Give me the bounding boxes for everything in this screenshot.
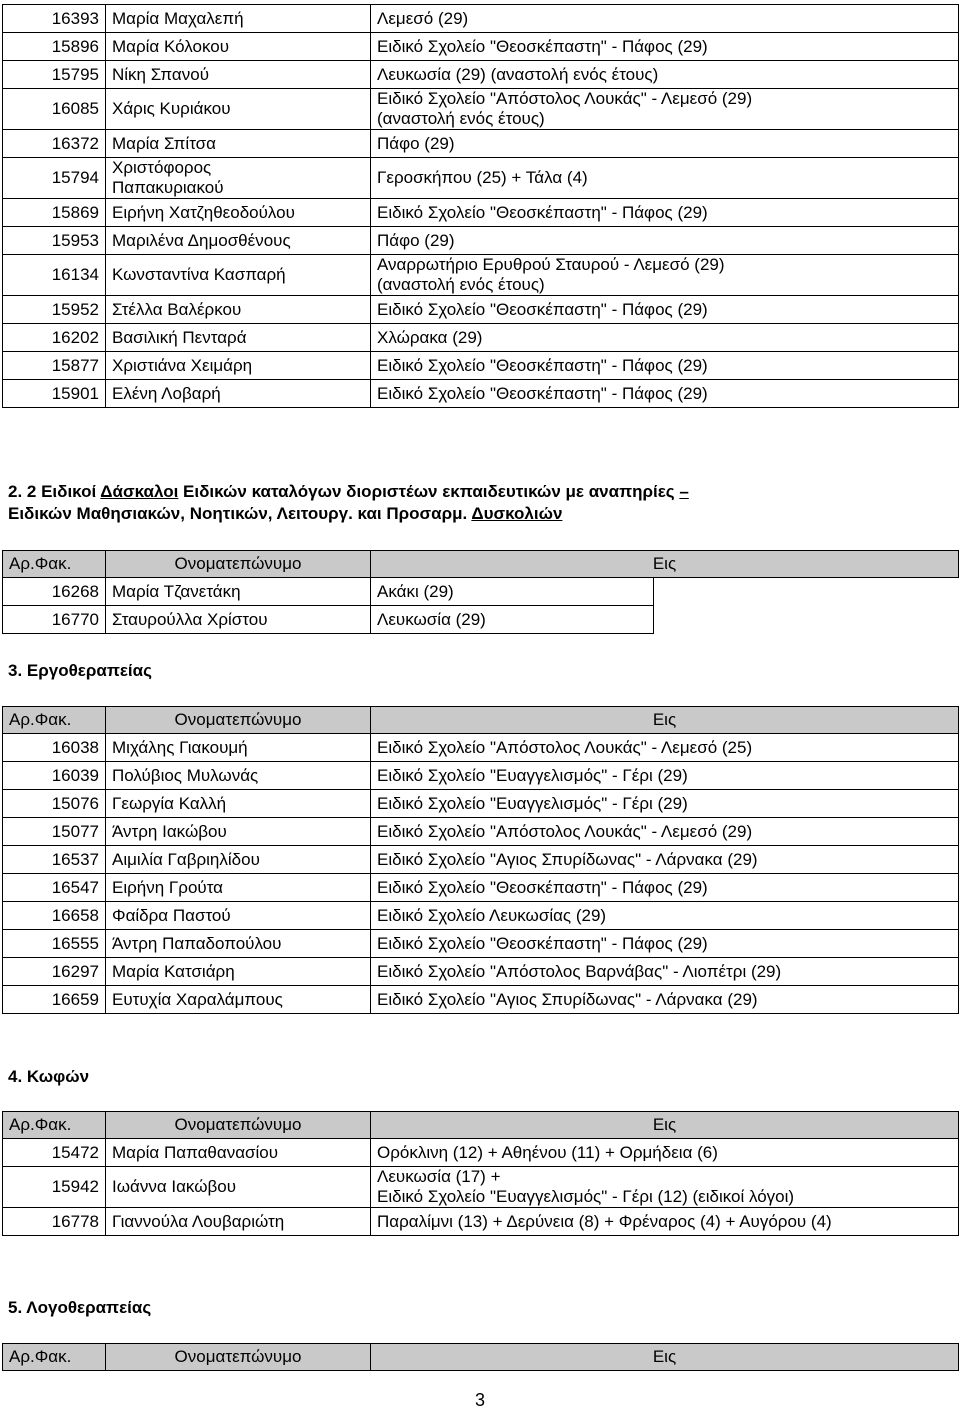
file-number-cell	[3, 1167, 106, 1208]
table-row	[3, 324, 959, 352]
placement-cell	[371, 846, 959, 874]
table-row	[3, 874, 959, 902]
full-name-cell	[106, 227, 371, 255]
full-name-cell	[106, 846, 371, 874]
full-name-cell	[106, 352, 371, 380]
placement-cell	[371, 255, 959, 296]
header-file-number: Αρ.Φακ.	[3, 551, 106, 578]
full-name-cell	[106, 734, 371, 762]
full-name-cell	[106, 61, 371, 89]
table-row	[3, 352, 959, 380]
full-name-cell	[106, 5, 371, 33]
file-number-cell	[3, 352, 106, 380]
file-number: 16547	[51, 877, 99, 897]
file-number: 16085	[51, 99, 99, 118]
file-number-cell	[3, 846, 106, 874]
placement: Ειδικό Σχολείο "Ευαγγελισμός" - Γέρι (29)	[377, 765, 688, 785]
placement: Ειδικό Σχολείο "Θεοσκέπαστη" - Πάφος (29)	[377, 383, 708, 403]
file-number: 15953	[51, 230, 99, 250]
placement: Ειδικό Σχολείο "Θεοσκέπαστη" - Πάφος (29)	[377, 202, 708, 222]
placement: Ειδικό Σχολείο "Θεοσκέπαστη" - Πάφος (29)	[377, 877, 708, 897]
placement-cell	[371, 1208, 959, 1236]
table-row	[3, 734, 959, 762]
table-row	[3, 61, 959, 89]
full-name: Μαρία Παπαθανασίου	[112, 1142, 279, 1162]
full-name: Νίκη Σπανού	[112, 64, 209, 84]
header-full-name: Ονοματεπώνυμο	[106, 551, 371, 578]
table-row	[3, 958, 959, 986]
full-name-cell	[106, 958, 371, 986]
full-name: Μαριλένα Δημοσθένους	[112, 230, 291, 250]
header-placement: Εις	[371, 551, 959, 578]
file-number: 16202	[51, 327, 99, 347]
full-name: Ευτυχία Χαραλάμπους	[112, 989, 283, 1009]
file-number-cell	[3, 324, 106, 352]
placement-cell	[371, 1139, 959, 1167]
file-number: 15952	[51, 299, 99, 319]
file-number-cell	[3, 734, 106, 762]
placement-cell	[371, 790, 959, 818]
file-number-cell	[3, 199, 106, 227]
placement-cell	[371, 130, 959, 158]
full-name: Ειρήνη Γρούτα	[112, 877, 224, 897]
placement-line-2: (αναστολή ενός έτους)	[377, 275, 545, 294]
placement: Ειδικό Σχολείο "Αγιος Σπυρίδωνας" - Λάρνακα (29)	[377, 849, 758, 869]
file-number: 15901	[51, 383, 99, 403]
header-file-number: Αρ.Φακ.	[3, 1112, 106, 1139]
full-name: Ελένη Λοβαρή	[112, 383, 221, 403]
file-number-cell	[3, 1139, 106, 1167]
section-2-title-e: Ειδικών Μαθησιακών, Νοητικών, Λειτουργ. και Προσαρμ.	[8, 504, 472, 523]
placement: Γεροσκήπου (25) + Τάλα (4)	[377, 168, 588, 187]
placement-cell	[371, 734, 959, 762]
file-number-cell	[3, 5, 106, 33]
file-number: 16372	[51, 133, 99, 153]
full-name: Μαρία Σπίτσα	[112, 133, 216, 153]
full-name-cell	[106, 986, 371, 1014]
full-name-cell	[106, 902, 371, 930]
file-number: 16537	[51, 849, 99, 869]
file-number-cell	[3, 874, 106, 902]
file-number-cell	[3, 986, 106, 1014]
full-name-cell	[106, 578, 371, 606]
file-number-cell	[3, 762, 106, 790]
section-2-title-f: Δυσκολιών	[471, 504, 563, 523]
full-name-cell	[106, 762, 371, 790]
file-number: 15877	[51, 355, 99, 375]
header-full-name: Ονοματεπώνυμο	[106, 1344, 371, 1371]
file-number-cell	[3, 89, 106, 130]
placement-cell	[371, 958, 959, 986]
full-name: Ειρήνη Χατζηθεοδούλου	[112, 202, 295, 222]
table-row	[3, 89, 959, 130]
placement: Ειδικό Σχολείο "Θεοσκέπαστη" - Πάφος (29)	[377, 355, 708, 375]
header-placement: Εις	[371, 1112, 959, 1139]
file-number: 16778	[51, 1211, 99, 1231]
table-row	[3, 790, 959, 818]
file-number: 15794	[51, 168, 99, 187]
full-name-cell	[106, 89, 371, 130]
full-name: Γεωργία Καλλή	[112, 793, 227, 813]
placement-cell	[371, 199, 959, 227]
file-number-cell	[3, 790, 106, 818]
full-name: Κωνσταντίνα Κασπαρή	[112, 265, 286, 284]
table-row	[3, 199, 959, 227]
full-name-cell	[106, 790, 371, 818]
full-name-cell	[106, 1139, 371, 1167]
file-number: 16555	[51, 933, 99, 953]
full-name: Μαρία Κόλοκου	[112, 36, 229, 56]
file-number-cell	[3, 61, 106, 89]
placement-cell	[371, 227, 959, 255]
placement: Ειδικό Σχολείο "Θεοσκέπαστη" - Πάφος (29)	[377, 299, 708, 319]
full-name-cell	[106, 130, 371, 158]
full-name: Χριστόφορος	[112, 158, 212, 177]
placement-line-2: Ειδικό Σχολείο "Ευαγγελισμός" - Γέρι (12) (ειδικοί λόγοι)	[377, 1187, 795, 1206]
full-name: Σταυρούλλα Χρίστου	[112, 609, 268, 629]
placement-cell	[371, 33, 959, 61]
file-number-cell	[3, 296, 106, 324]
full-name: Μαρία Τζανετάκη	[112, 581, 241, 601]
placement-cell	[371, 578, 654, 606]
file-number: 15896	[51, 36, 99, 56]
table-row	[3, 1167, 959, 1208]
file-number: 16039	[51, 765, 99, 785]
file-number: 16393	[51, 8, 99, 28]
full-name: Ιωάννα Ιακώβου	[112, 1177, 237, 1196]
section-5-heading: 5. Λογοθεραπείας	[8, 1298, 152, 1317]
placement: Ειδικό Σχολείο "Απόστολος Λουκάς" - Λεμεσό (29)	[377, 821, 753, 841]
file-number: 15077	[51, 821, 99, 841]
placement: Λευκωσία (29)	[377, 609, 486, 629]
placement-cell	[371, 89, 959, 130]
placement-cell	[371, 380, 959, 408]
empty-cell	[654, 578, 959, 606]
full-name-line-2: Παπακυριακού	[112, 178, 224, 197]
file-number-cell	[3, 902, 106, 930]
file-number-cell	[3, 158, 106, 199]
placements-table-1	[2, 4, 959, 408]
table-row	[3, 846, 959, 874]
header-full-name: Ονοματεπώνυμο	[106, 707, 371, 734]
file-number: 16268	[51, 581, 99, 601]
full-name-cell	[106, 296, 371, 324]
table-row	[3, 762, 959, 790]
section-4-heading: 4. Κωφών	[8, 1067, 90, 1086]
placement-cell	[371, 5, 959, 33]
placement-cell	[371, 61, 959, 89]
file-number: 15472	[51, 1142, 99, 1162]
full-name-cell	[106, 380, 371, 408]
placement-line-2: (αναστολή ενός έτους)	[377, 109, 545, 128]
table-row	[3, 380, 959, 408]
placements-table-3	[2, 706, 959, 1014]
file-number-cell	[3, 958, 106, 986]
table-row	[3, 818, 959, 846]
full-name: Πολύβιος Μυλωνάς	[112, 765, 259, 785]
section-2-title-c: Ειδικών καταλόγων διοριστέων εκπαιδευτικών με αναπηρίες	[178, 482, 680, 501]
placement-cell	[371, 930, 959, 958]
placement: Ειδικό Σχολείο "Απόστολος Λουκάς" - Λεμεσό (29)	[377, 89, 753, 108]
empty-cell	[654, 606, 959, 634]
header-placement: Εις	[371, 707, 959, 734]
placement-cell	[371, 324, 959, 352]
table-row	[3, 33, 959, 61]
full-name-cell	[106, 33, 371, 61]
full-name: Μαρία Μαχαλεπή	[112, 8, 244, 28]
file-number: 16297	[51, 961, 99, 981]
section-2-title-b: Δάσκαλοι	[100, 482, 179, 501]
full-name: Μιχάλης Γιακουμή	[112, 737, 248, 757]
placement: Λευκωσία (29) (αναστολή ενός έτους)	[377, 64, 659, 84]
full-name: Μαρία Κατσιάρη	[112, 961, 235, 981]
placement: Χλώρακα (29)	[377, 327, 483, 347]
header-file-number: Αρ.Φακ.	[3, 1344, 106, 1371]
full-name-cell	[106, 1208, 371, 1236]
section-3-heading: 3. Εργοθεραπείας	[8, 661, 152, 680]
placements-table-2	[2, 550, 959, 634]
placement: Ορόκλινη (12) + Αθηένου (11) + Ορμήδεια (6)	[377, 1142, 718, 1162]
placement: Πάφο (29)	[377, 133, 455, 153]
file-number-cell	[3, 1208, 106, 1236]
table-row	[3, 578, 959, 606]
full-name: Στέλλα Βαλέρκου	[112, 299, 242, 319]
placements-table-4	[2, 1111, 959, 1236]
table-row	[3, 158, 959, 199]
placement-cell	[371, 818, 959, 846]
file-number-cell	[3, 818, 106, 846]
table-row	[3, 930, 959, 958]
placement-cell	[371, 1167, 959, 1208]
placement: Λεμεσό (29)	[377, 8, 469, 28]
section-2-heading	[8, 481, 689, 525]
table-row	[3, 255, 959, 296]
placement: Ειδικό Σχολείο "Απόστολος Λουκάς" - Λεμεσό (25)	[377, 737, 753, 757]
file-number: 15942	[51, 1177, 99, 1196]
file-number: 15795	[51, 64, 99, 84]
placement: Ακάκι (29)	[377, 581, 454, 601]
full-name: Χάρις Κυριάκου	[112, 99, 231, 118]
placement: Ειδικό Σχολείο Λευκωσίας (29)	[377, 905, 607, 925]
placement: Παραλίμνι (13) + Δερύνεια (8) + Φρέναρος (4) + Αυγόρου (4)	[377, 1211, 832, 1231]
placement-cell	[371, 902, 959, 930]
full-name: Βασιλική Πενταρά	[112, 327, 247, 347]
header-file-number: Αρ.Φακ.	[3, 707, 106, 734]
full-name-cell	[106, 818, 371, 846]
section-2-title-d: –	[679, 482, 689, 501]
placement: Ειδικό Σχολείο "Ευαγγελισμός" - Γέρι (29)	[377, 793, 688, 813]
full-name: Χριστιάνα Χειμάρη	[112, 355, 253, 375]
page-number: 3	[474, 1390, 485, 1410]
placement: Αναρρωτήριο Ερυθρού Σταυρού - Λεμεσό (29)	[377, 255, 725, 274]
placement: Πάφο (29)	[377, 230, 455, 250]
placement: Ειδικό Σχολείο "Απόστολος Βαρνάβας" - Λιοπέτρι (29)	[377, 961, 782, 981]
table-row	[3, 606, 959, 634]
file-number: 16658	[51, 905, 99, 925]
placement-cell	[371, 158, 959, 199]
placement-cell	[371, 352, 959, 380]
placements-table-5	[2, 1343, 959, 1371]
full-name: Φαίδρα Παστού	[112, 905, 231, 925]
file-number: 15869	[51, 202, 99, 222]
full-name: Άντρη Ιακώβου	[112, 821, 227, 841]
table-row	[3, 5, 959, 33]
table-row	[3, 986, 959, 1014]
table-row	[3, 130, 959, 158]
table-row	[3, 227, 959, 255]
table-row	[3, 296, 959, 324]
section-2-title-a: 2. 2 Ειδικοί	[8, 482, 101, 501]
file-number: 16134	[51, 265, 99, 284]
placement: Ειδικό Σχολείο "Θεοσκέπαστη" - Πάφος (29)	[377, 933, 708, 953]
table-row	[3, 902, 959, 930]
file-number-cell	[3, 130, 106, 158]
file-number: 16038	[51, 737, 99, 757]
full-name-cell	[106, 930, 371, 958]
file-number-cell	[3, 227, 106, 255]
full-name-cell	[106, 199, 371, 227]
file-number-cell	[3, 930, 106, 958]
placement: Λευκωσία (17) +	[377, 1167, 501, 1186]
file-number: 15076	[51, 793, 99, 813]
placement: Ειδικό Σχολείο "Αγιος Σπυρίδωνας" - Λάρνακα (29)	[377, 989, 758, 1009]
file-number-cell	[3, 606, 106, 634]
header-full-name: Ονοματεπώνυμο	[106, 1112, 371, 1139]
file-number-cell	[3, 578, 106, 606]
file-number: 16659	[51, 989, 99, 1009]
full-name-cell	[106, 874, 371, 902]
file-number-cell	[3, 255, 106, 296]
table-row	[3, 1208, 959, 1236]
placement-cell	[371, 874, 959, 902]
placement-cell	[371, 986, 959, 1014]
placement: Ειδικό Σχολείο "Θεοσκέπαστη" - Πάφος (29)	[377, 36, 708, 56]
placement-cell	[371, 606, 654, 634]
full-name-cell	[106, 1167, 371, 1208]
placement-cell	[371, 762, 959, 790]
table-row	[3, 1139, 959, 1167]
file-number-cell	[3, 33, 106, 61]
file-number: 16770	[51, 609, 99, 629]
placement-cell	[371, 296, 959, 324]
full-name-cell	[106, 255, 371, 296]
full-name-cell	[106, 606, 371, 634]
full-name: Γιαννούλα Λουβαριώτη	[112, 1211, 285, 1231]
full-name-cell	[106, 158, 371, 199]
header-placement: Εις	[371, 1344, 959, 1371]
full-name-cell	[106, 324, 371, 352]
full-name: Αιμιλία Γαβριηλίδου	[112, 849, 260, 869]
file-number-cell	[3, 380, 106, 408]
full-name: Άντρη Παπαδοπούλου	[112, 933, 282, 953]
